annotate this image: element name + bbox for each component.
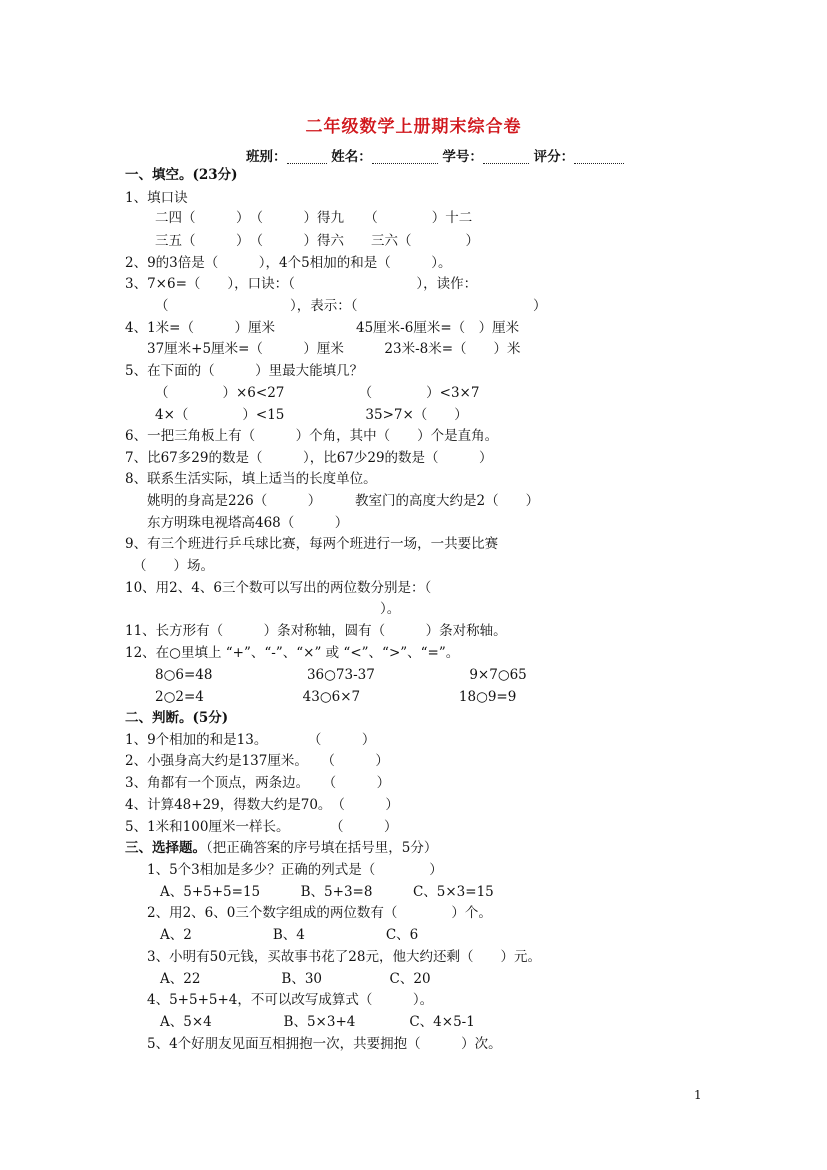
question-line: 2、9的3倍是（ ），4个5相加的和是（ ）。 xyxy=(125,255,452,271)
class-blank xyxy=(287,149,327,164)
page-number: 1 xyxy=(694,1088,702,1102)
class-label: 班别： xyxy=(246,149,287,165)
question-line: 4、计算48+29，得数大约是70。 （ ） xyxy=(125,797,399,813)
section-1-heading: 一、填空。(23分) xyxy=(125,167,238,183)
section-2-heading: 二、判断。(5分) xyxy=(125,710,229,726)
question-line: （ ），表示：（ ） xyxy=(155,298,547,314)
name-label: 姓名： xyxy=(331,149,372,165)
section-3-heading-prefix: 三、选择题。 xyxy=(125,840,206,856)
question-line: 1、填口诀 xyxy=(125,190,188,206)
question-line: 2○2=4 43○6×7 18○9=9 xyxy=(155,689,517,705)
section-3-heading: 三、选择题。（把正确答案的序号填在括号里，5分） xyxy=(125,840,438,856)
option-line: A、5+5+5=15 B、5+3=8 C、5×3=15 xyxy=(160,884,494,900)
question-line: 姚明的身高是226（ ） 教室门的高度大约是2（ ） xyxy=(147,493,540,509)
question-line: 5、在下面的（ ）里最大能填几？ xyxy=(125,363,364,379)
page-title: 二年级数学上册期末综合卷 xyxy=(305,117,522,137)
question-line: ）。 xyxy=(380,601,401,617)
option-line: A、2 B、4 C、6 xyxy=(160,927,419,943)
student-id-blank xyxy=(483,149,529,164)
question-line: 3、7×6=（ ），口诀：（ ），读作： xyxy=(125,276,478,292)
question-line: 2、小强身高大约是137厘米。 （ ） xyxy=(125,753,389,769)
name-blank xyxy=(372,149,438,164)
question-line: （ ）场。 xyxy=(133,558,214,574)
question-line: 10、用2、4、6三个数可以写出的两位数分别是：（ xyxy=(125,580,432,596)
student-info-row xyxy=(246,145,624,165)
question-line: 二四（ ） （ ）得九 （ ）十二 xyxy=(155,210,473,226)
question-line: 5、1米和100厘米一样长。 （ ） xyxy=(125,819,398,835)
question-line: 12、在○里填上 “+”、“-”、“×” 或 “<”、“>”、“=”。 xyxy=(125,645,460,661)
question-line: （ ）×6<27 （ ）<3×7 xyxy=(155,385,480,401)
question-line: 3、角都有一个顶点，两条边。 （ ） xyxy=(125,775,391,791)
score-blank xyxy=(574,149,624,164)
question-line: 8○6=48 36○73-37 9×7○65 xyxy=(155,667,527,683)
student-id-label: 学号： xyxy=(442,149,483,165)
question-line: 6、一把三角板上有（ ）个角，其中（ ）个是直角。 xyxy=(125,428,499,444)
option-line: A、5×4 B、5×3+4 C、4×5-1 xyxy=(160,1014,475,1030)
score-label: 评分： xyxy=(533,149,575,165)
question-line: 东方明珠电视塔高468（ ） xyxy=(147,515,349,531)
question-line: 4、1米=（ ）厘米 45厘米-6厘米=（ ）厘米 xyxy=(125,320,520,336)
question-line: 4×（ ）<15 35>7×（ ） xyxy=(155,407,468,423)
question-line: 7、比67多29的数是（ ），比67少29的数是（ ） xyxy=(125,450,493,466)
question-line: 1、5个3相加是多少？正确的列式是（ ） xyxy=(147,862,443,878)
question-line: 11、长方形有（ ）条对称轴，圆有（ ）条对称轴。 xyxy=(125,623,507,639)
question-line: 三五（ ） （ ）得六 三六（ ） xyxy=(155,233,479,249)
question-line: 5、4个好朋友见面互相拥抱一次，共要拥抱（ ）次。 xyxy=(147,1036,502,1052)
question-line: 9、有三个班进行乒乓球比赛，每两个班进行一场，一共要比赛 xyxy=(125,536,499,552)
question-line: 3、小明有50元钱，买故事书花了28元，他大约还剩（ ）元。 xyxy=(147,949,541,965)
question-line: 37厘米+5厘米=（ ）厘米 23米-8米=（ ）米 xyxy=(147,341,521,357)
option-line: A、22 B、30 C、20 xyxy=(160,971,431,987)
question-line: 2、用2、6、0三个数字组成的两位数有（ ）个。 xyxy=(147,905,492,921)
question-line: 1、9个相加的和是13。 （ ） xyxy=(125,732,376,748)
question-line: 4、5+5+5+4，不可以改写成算式（ ）。 xyxy=(147,992,434,1008)
question-line: 8、联系生活实际，填上适当的长度单位。 xyxy=(125,471,377,487)
